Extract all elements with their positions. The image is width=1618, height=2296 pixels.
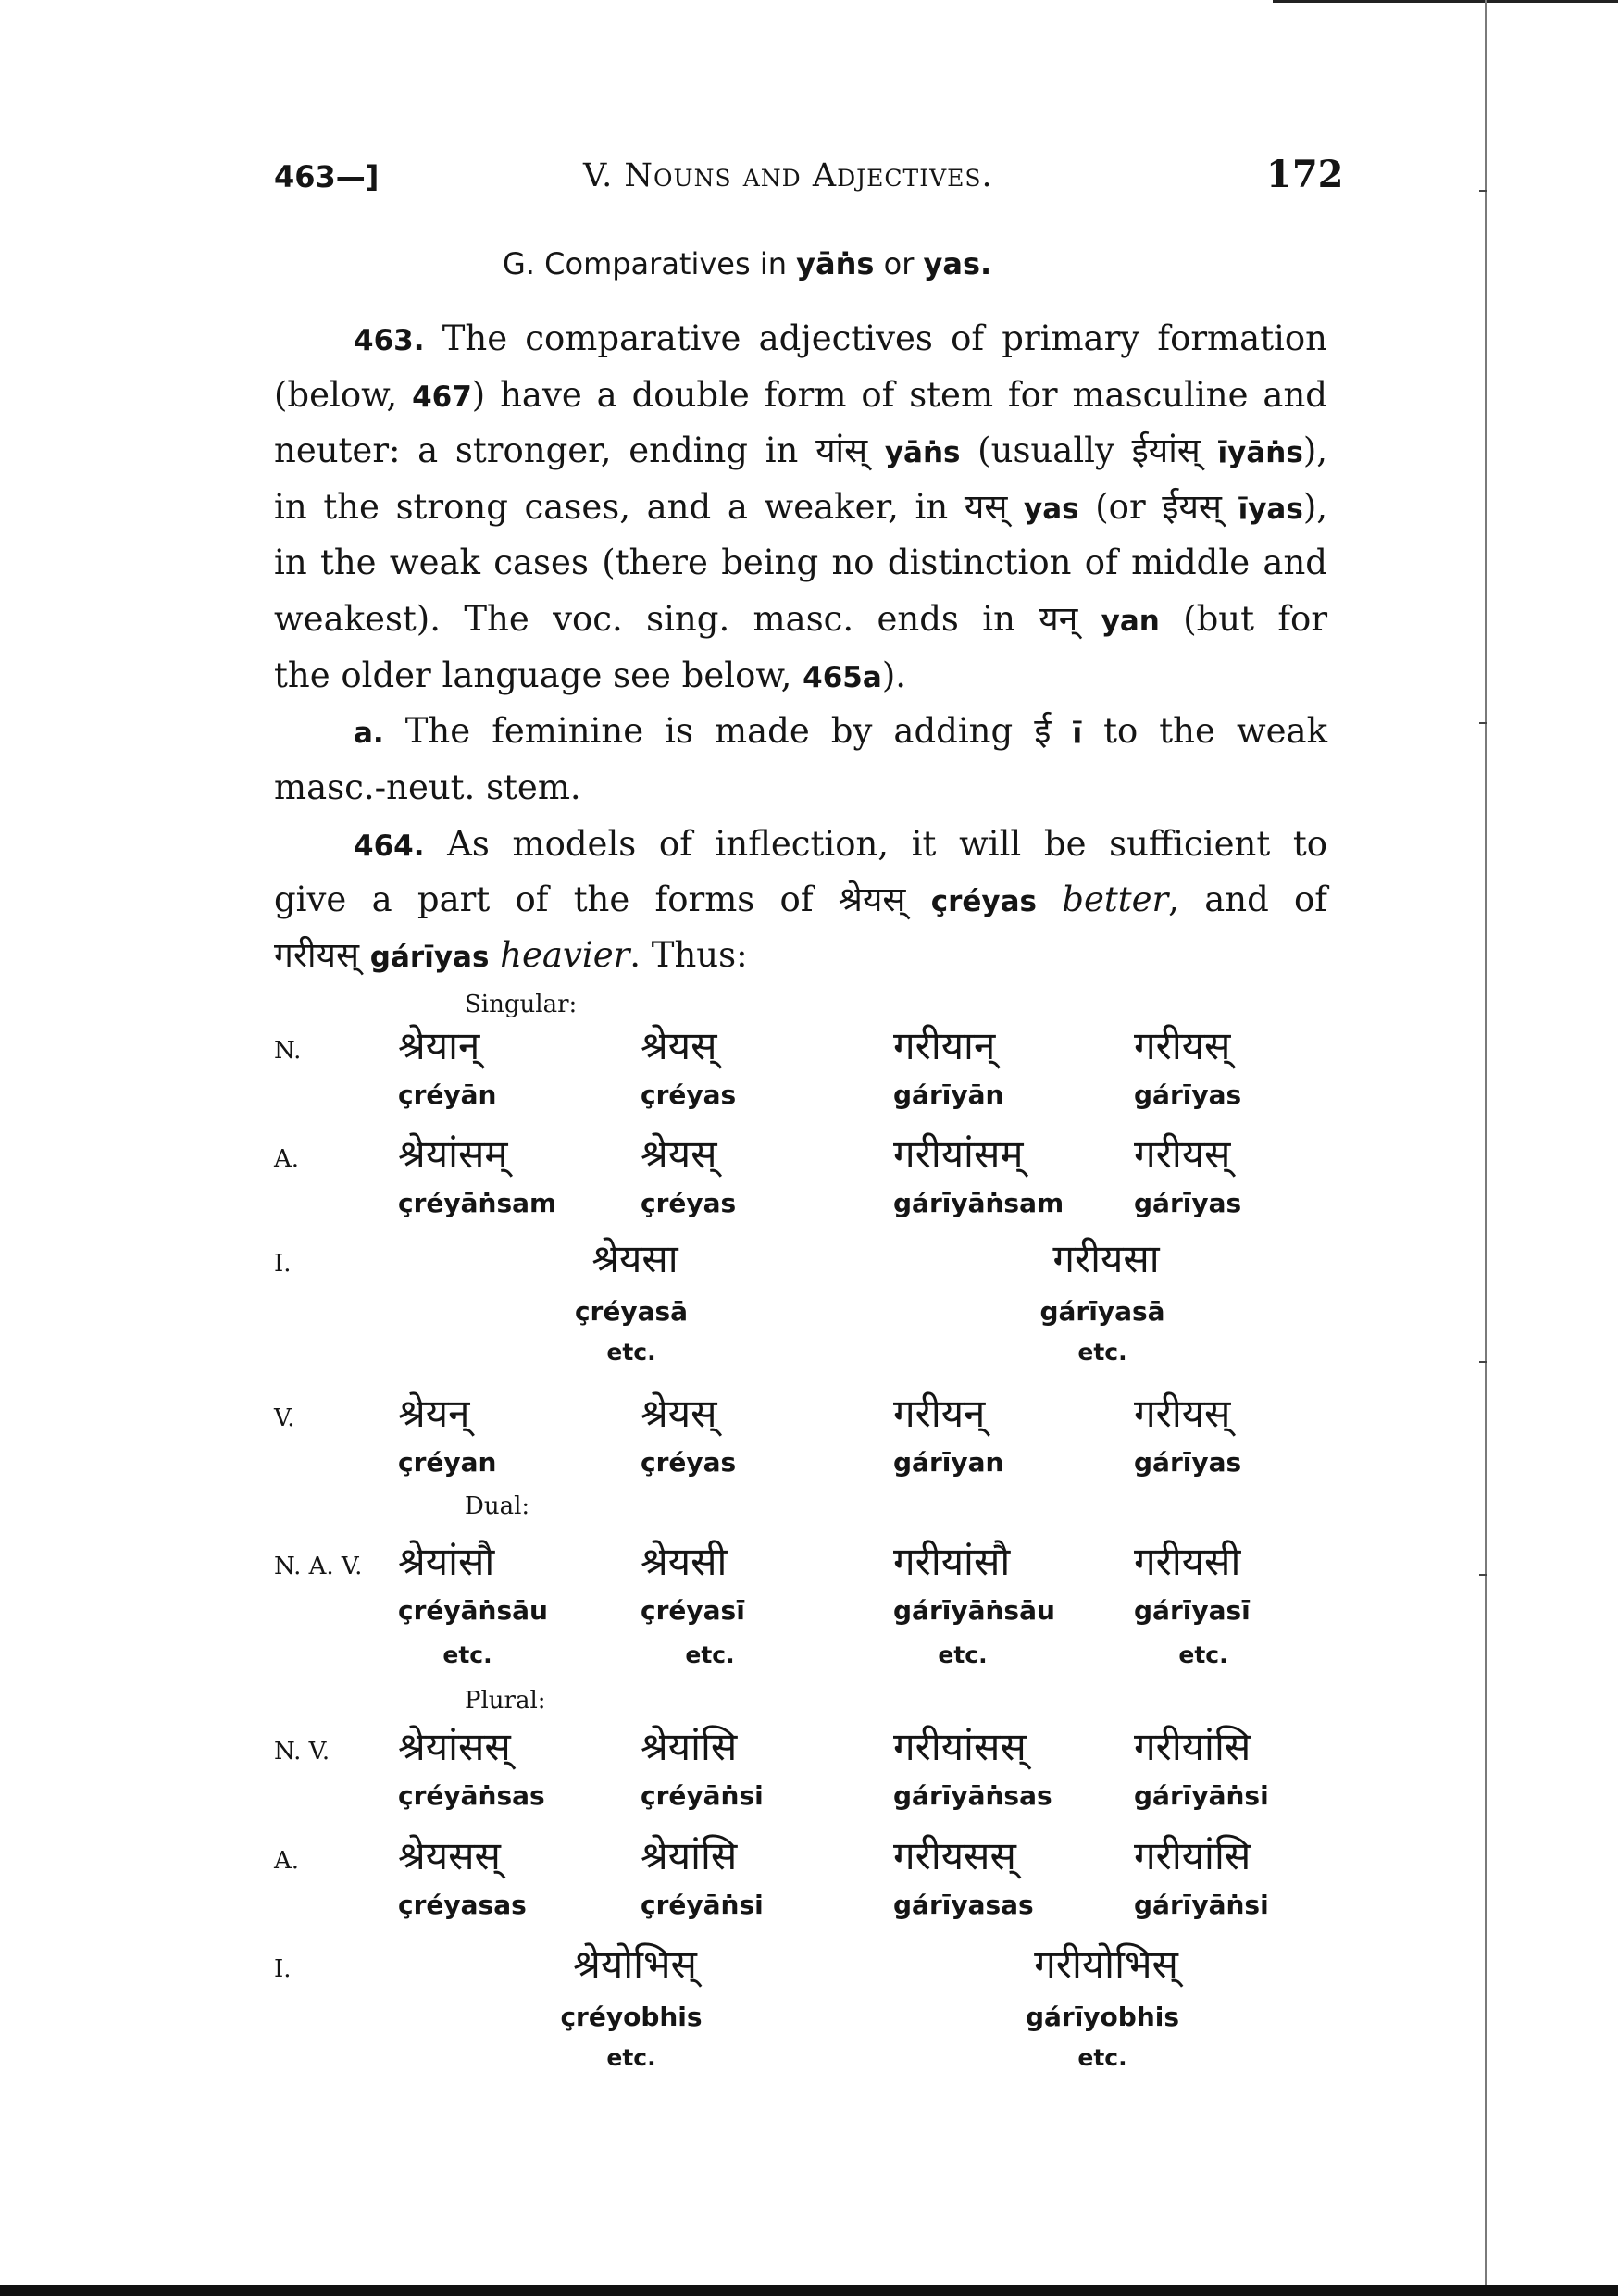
devanagari-form: श्रेयस् bbox=[838, 880, 906, 919]
subparagraph-letter: a. bbox=[354, 717, 384, 750]
transliteration: gárīyasas bbox=[893, 1890, 1034, 1920]
transliteration: çréyāṅsāu bbox=[398, 1595, 548, 1626]
case-label: I. bbox=[274, 1250, 292, 1278]
transliteration: çréyas bbox=[641, 1447, 737, 1478]
paragraph-text: give a part of the forms of bbox=[274, 880, 839, 919]
etc-note: etc. bbox=[1178, 1641, 1228, 1668]
paragraph-line bbox=[274, 767, 1327, 807]
transliteration: gárīyobhis bbox=[1025, 2002, 1180, 2032]
paragraph-line bbox=[274, 882, 1327, 917]
transliteration: gárīyas bbox=[1134, 1079, 1242, 1110]
cross-reference: 467 bbox=[412, 381, 472, 414]
paragraph-text: (below, bbox=[274, 375, 413, 415]
devanagari-form: श्रेयोभिस् bbox=[573, 1941, 697, 1987]
transliteration: yas bbox=[1024, 493, 1079, 526]
paragraph-text bbox=[359, 935, 370, 975]
paragraph-number: 464. bbox=[354, 830, 425, 863]
devanagari-form: गरीयांसौ bbox=[893, 1539, 1011, 1584]
paragraph-text: masc.-neut. stem. bbox=[274, 767, 581, 807]
devanagari-form: श्रेयस् bbox=[641, 1131, 717, 1177]
paragraph-text: to the weak bbox=[1082, 711, 1327, 751]
etc-note: etc. bbox=[1077, 1339, 1127, 1366]
section-letter: G. bbox=[503, 246, 535, 281]
paragraph-line bbox=[274, 375, 1327, 415]
case-label: N. bbox=[274, 1037, 302, 1065]
devanagari-form: श्रेयान् bbox=[398, 1023, 480, 1068]
devanagari-form: श्रेयस् bbox=[641, 1023, 717, 1068]
transliteration: gárīyas bbox=[1134, 1188, 1242, 1218]
transliteration: gárīyan bbox=[893, 1447, 1004, 1478]
devanagari-form: श्रेयांसौ bbox=[398, 1539, 495, 1584]
gloss: better bbox=[1062, 880, 1169, 919]
etc-note: etc. bbox=[685, 1641, 735, 1668]
number-label: Plural: bbox=[465, 1687, 546, 1715]
paragraph-text bbox=[1007, 487, 1024, 527]
paragraph-text: As models of inflection, it will be sufficient to bbox=[424, 824, 1327, 864]
transliteration: īyas bbox=[1238, 493, 1303, 526]
paragraph-text: in the strong cases, and a weaker, in bbox=[274, 487, 965, 527]
paragraph-text: (usually bbox=[960, 430, 1132, 470]
paragraph-text: ), bbox=[1302, 487, 1328, 527]
devanagari-form: गरीयांसस् bbox=[893, 1724, 1027, 1769]
scan-top-edge bbox=[1273, 0, 1618, 3]
transliteration: çréyas bbox=[930, 885, 1037, 918]
devanagari-form: ईयस् bbox=[1162, 487, 1222, 527]
transliteration: gárīyāṅsam bbox=[893, 1188, 1064, 1218]
etc-note: etc. bbox=[442, 1641, 492, 1668]
transliteration: gárīyāṅsas bbox=[893, 1780, 1052, 1811]
paragraph-text bbox=[867, 430, 885, 470]
transliteration: çréyāṅsi bbox=[641, 1780, 764, 1811]
transliteration: çréyan bbox=[398, 1447, 497, 1478]
devanagari-form: गरीयस् bbox=[274, 935, 360, 975]
paragraph-text: The feminine is made by adding bbox=[383, 711, 1035, 751]
devanagari-form: गरीयन् bbox=[893, 1391, 986, 1436]
case-label: N. V. bbox=[274, 1738, 330, 1766]
scan-edge-mark bbox=[1479, 1574, 1487, 1576]
devanagari-form: गरीयांसम् bbox=[893, 1131, 1024, 1177]
case-label: A. bbox=[274, 1847, 300, 1875]
section-title bbox=[503, 246, 991, 281]
transliteration: çréyāṅsi bbox=[641, 1890, 764, 1920]
etc-note: etc. bbox=[1077, 2044, 1127, 2071]
devanagari-form: गरीयांसि bbox=[1134, 1724, 1251, 1769]
scan-edge-mark bbox=[1479, 190, 1487, 192]
transliteration: yan bbox=[1101, 605, 1160, 638]
paragraph-text: . Thus: bbox=[629, 935, 748, 975]
devanagari-form: श्रेयसस् bbox=[398, 1833, 501, 1878]
paragraph-text: The comparative adjectives of primary formation bbox=[424, 318, 1327, 358]
transliteration: gárīyas bbox=[369, 941, 490, 974]
scan-edge-mark bbox=[1479, 722, 1487, 724]
paragraph-text: weakest). The voc. sing. masc. ends in bbox=[274, 599, 1039, 639]
transliteration: gárīyasā bbox=[1039, 1296, 1165, 1327]
devanagari-form: गरीयोभिस् bbox=[1034, 1941, 1178, 1987]
paragraph-line bbox=[274, 935, 1327, 975]
devanagari-form: श्रेयसा bbox=[591, 1236, 678, 1281]
paragraph-text bbox=[1222, 487, 1238, 527]
cross-reference: 465a bbox=[803, 661, 882, 694]
case-label: I. bbox=[274, 1955, 292, 1983]
paragraph-text bbox=[1201, 430, 1218, 470]
header-section-ref: 463—] bbox=[274, 159, 380, 194]
transliteration: çréyasas bbox=[398, 1890, 527, 1920]
transliteration: gárīyāṅsi bbox=[1134, 1890, 1269, 1920]
paragraph-line bbox=[274, 545, 1327, 580]
transliteration: çréyān bbox=[398, 1079, 497, 1110]
gloss: heavier bbox=[500, 935, 630, 975]
transliteration: çréyobhis bbox=[560, 2002, 703, 2032]
transliteration: īyāṅs bbox=[1217, 436, 1303, 469]
devanagari-form: ईयांस् bbox=[1131, 430, 1201, 470]
devanagari-form: श्रेयसी bbox=[641, 1539, 728, 1584]
paragraph-text: (or bbox=[1078, 487, 1163, 527]
case-label: A. bbox=[274, 1145, 300, 1173]
devanagari-form: गरीयसा bbox=[1052, 1236, 1160, 1281]
paragraph-line bbox=[274, 430, 1328, 470]
devanagari-form: श्रेयांसस् bbox=[398, 1724, 511, 1769]
devanagari-form: श्रेयांसम् bbox=[398, 1131, 508, 1177]
paragraph-text: ), bbox=[1302, 430, 1328, 470]
paragraph-text: ). bbox=[881, 655, 907, 695]
case-label: V. bbox=[274, 1404, 295, 1432]
section-title-text: or bbox=[874, 246, 924, 281]
scan-bottom-edge bbox=[0, 2285, 1618, 2296]
page-number: 172 bbox=[1266, 153, 1344, 196]
devanagari-form: श्रेयांसि bbox=[641, 1833, 738, 1878]
devanagari-form: गरीयस् bbox=[1134, 1023, 1231, 1068]
paragraph-text bbox=[1037, 880, 1062, 919]
paragraph-line bbox=[274, 655, 1327, 695]
devanagari-form: गरीयसी bbox=[1134, 1539, 1241, 1584]
transliteration: yāṅs bbox=[884, 436, 961, 469]
devanagari-form: श्रेयस् bbox=[641, 1391, 717, 1436]
number-label: Dual: bbox=[465, 1492, 530, 1520]
paragraph-text bbox=[489, 935, 500, 975]
devanagari-form: गरीयान् bbox=[893, 1023, 996, 1068]
paragraph-text: , and of bbox=[1168, 880, 1327, 919]
transliteration: çréyasī bbox=[641, 1595, 745, 1626]
transliteration: çréyas bbox=[641, 1079, 737, 1110]
transliteration: çréyasā bbox=[574, 1296, 689, 1327]
transliteration: gárīyas bbox=[1134, 1447, 1242, 1478]
scan-right-edge bbox=[1485, 0, 1487, 2296]
section-title-form: yāṅs bbox=[796, 246, 875, 281]
etc-note: etc. bbox=[606, 1339, 656, 1366]
paragraph-line bbox=[274, 824, 1327, 864]
devanagari-form: यस् bbox=[964, 487, 1008, 527]
paragraph-number: 463. bbox=[354, 324, 425, 357]
transliteration: çréyas bbox=[641, 1188, 737, 1218]
header-chapter-title: V. Nouns and Adjectives. bbox=[583, 157, 993, 194]
scan-edge-mark bbox=[1479, 1361, 1487, 1363]
paragraph-text: in the weak cases (there being no distinction of middle and bbox=[274, 543, 1327, 582]
paragraph-text bbox=[905, 880, 930, 919]
devanagari-form: गरीयस् bbox=[1134, 1131, 1231, 1177]
etc-note: etc. bbox=[606, 2044, 656, 2071]
paragraph-text: the older language see below, bbox=[274, 655, 803, 695]
devanagari-form: गरीयसस् bbox=[893, 1833, 1016, 1878]
paragraph-line bbox=[274, 599, 1328, 639]
devanagari-form: यांस् bbox=[815, 430, 868, 470]
paragraph-text bbox=[1051, 711, 1072, 751]
paragraph-line bbox=[274, 318, 1327, 358]
case-label: N. A. V. bbox=[274, 1553, 363, 1580]
paragraph-text bbox=[1077, 599, 1101, 639]
devanagari-form: यन् bbox=[1039, 599, 1078, 639]
devanagari-form: गरीयस् bbox=[1134, 1391, 1231, 1436]
transliteration: gárīyāṅsāu bbox=[893, 1595, 1055, 1626]
paragraph-text: (but for bbox=[1159, 599, 1328, 639]
section-title-form: yas. bbox=[923, 246, 992, 281]
section-title-text: Comparatives in bbox=[534, 246, 797, 281]
devanagari-form: गरीयांसि bbox=[1134, 1833, 1251, 1878]
devanagari-form: श्रेयांसि bbox=[641, 1724, 738, 1769]
paragraph-text: ) have a double form of stem for masculine and bbox=[471, 375, 1327, 415]
transliteration: çréyāṅsas bbox=[398, 1780, 545, 1811]
devanagari-form: श्रेयन् bbox=[398, 1391, 470, 1436]
number-label: Singular: bbox=[465, 991, 578, 1018]
paragraph-line bbox=[274, 711, 1327, 751]
devanagari-form: ई bbox=[1034, 711, 1052, 751]
paragraph-line bbox=[274, 487, 1328, 527]
etc-note: etc. bbox=[938, 1641, 988, 1668]
transliteration: gárīyasī bbox=[1134, 1595, 1251, 1626]
transliteration: gárīyān bbox=[893, 1079, 1004, 1110]
transliteration: gárīyāṅsi bbox=[1134, 1780, 1269, 1811]
transliteration: ī bbox=[1072, 717, 1083, 750]
paragraph-text: neuter: a stronger, ending in bbox=[274, 430, 816, 470]
transliteration: çréyāṅsam bbox=[398, 1188, 557, 1218]
